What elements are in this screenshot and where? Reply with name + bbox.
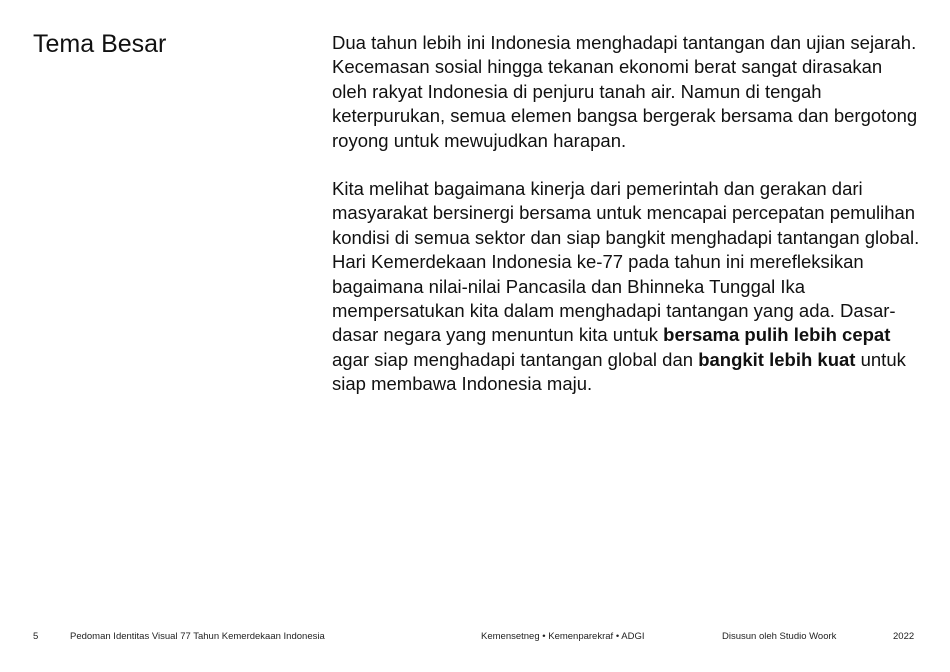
section-title: Tema Besar xyxy=(33,30,167,58)
page-number: 5 xyxy=(33,631,39,642)
body-text xyxy=(332,31,922,397)
paragraph-2-part-3: untuk siap membawa Indonesia maju. xyxy=(332,348,906,395)
author-credit: Disusun oleh Studio Woork xyxy=(722,631,837,642)
year: 2022 xyxy=(893,631,915,642)
paragraph-2-part-1: Kita melihat bagaimana kinerja dari pemerintah dan gerakan dari masyarakat bersinergi bersama untuk mencapai percepatan pemulihan kondisi di semua sektor dan siap bangkit menghadapi tantangan global. Hari Kemerdekaan Indonesia ke-77 pada tahun ini merefleksikan bagaimana nilai-nilai Pancasila dan Bhinneka Tunggal Ika mempersatukan kita dalam menghadapi tantangan yang ada. Dasar-dasar negara yang menuntun kita untuk xyxy=(332,178,920,346)
paragraph-2-part-2: agar siap menghadapi tantangan global dan xyxy=(332,348,699,370)
paragraph-2 xyxy=(332,177,922,397)
organizations: Kemensetneg • Kemenparekraf • ADGI xyxy=(481,631,645,642)
document-title: Pedoman Identitas Visual 77 Tahun Kemerdekaan Indonesia xyxy=(70,631,325,642)
page-footer xyxy=(0,631,950,645)
paragraph-1: Dua tahun lebih ini Indonesia menghadapi tantangan dan ujian sejarah. Kecemasan sosial hingga tekanan ekonomi berat sangat dirasakan oleh rakyat Indonesia di penjuru tanah air. Namun di tengah keterpurukan, semua elemen bangsa bergerak bersama dan bergotong royong untuk mewujudkan harapan. xyxy=(332,32,918,151)
emphasis-bangkit: bangkit lebih kuat xyxy=(698,348,856,370)
emphasis-pulih: bersama pulih lebih cepat xyxy=(663,324,891,346)
